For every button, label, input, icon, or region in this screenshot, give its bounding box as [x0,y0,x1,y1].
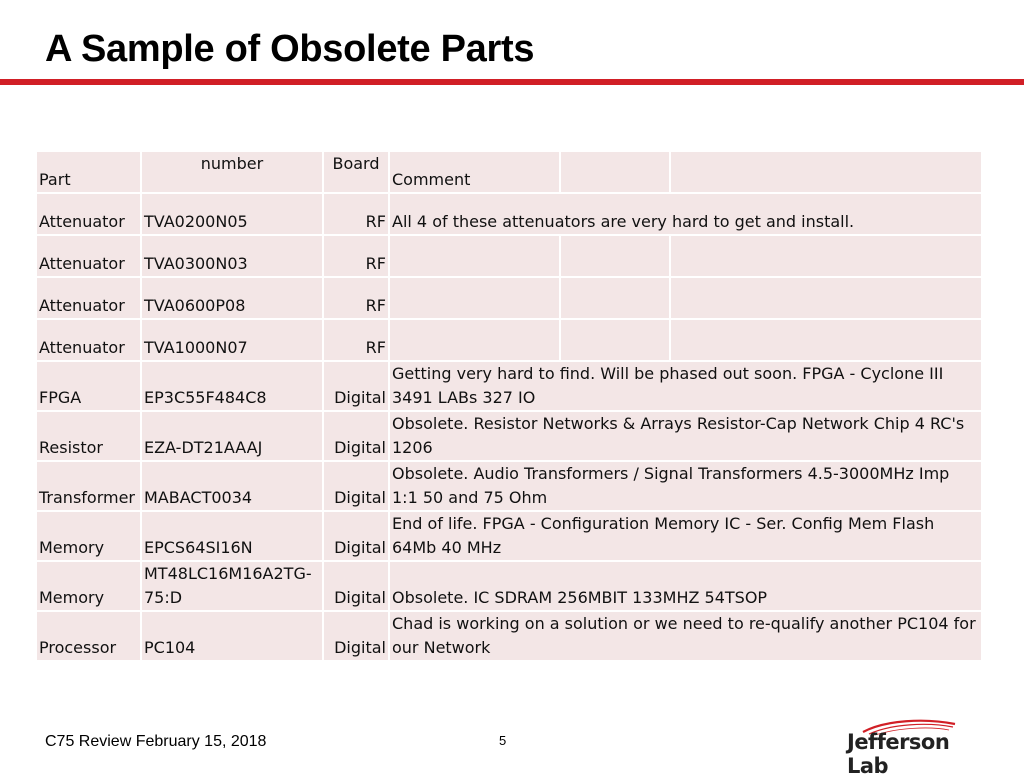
board-cell: RF [323,235,389,277]
comment-cell: All 4 of these attenuators are very hard to get and install. [389,193,982,235]
part-cell: Resistor [36,411,141,461]
header-part: Part [36,151,141,193]
part-cell: Attenuator [36,235,141,277]
comment-cell: Getting very hard to find. Will be phased out soon. FPGA - Cyclone III 3491 LABs 327 IO [389,361,982,411]
jefferson-lab-logo [845,718,990,778]
board-cell: Digital [323,461,389,511]
board-cell: RF [323,319,389,361]
part-cell: Memory [36,511,141,561]
part-cell: Attenuator [36,277,141,319]
table-row [36,235,982,277]
number-cell: EP3C55F484C8 [141,361,323,411]
comment-cell [389,277,560,319]
table-row [36,319,982,361]
comment-cell: Obsolete. Audio Transformers / Signal Transformers 4.5-3000MHz Imp 1:1 50 and 75 Ohm [389,461,982,511]
obsolete-parts-table [35,150,983,662]
empty-cell [560,235,670,277]
part-cell: Memory [36,561,141,611]
number-cell: TVA0600P08 [141,277,323,319]
comment-cell: Obsolete. IC SDRAM 256MBIT 133MHZ 54TSOP [389,561,982,611]
empty-cell [560,319,670,361]
page-number: 5 [499,733,507,748]
number-cell: TVA0200N05 [141,193,323,235]
table-row [36,611,982,661]
empty-cell [670,235,982,277]
part-cell: Processor [36,611,141,661]
table-row [36,511,982,561]
board-cell: RF [323,193,389,235]
board-cell: RF [323,277,389,319]
part-cell: Transformer [36,461,141,511]
number-cell: MT48LC16M16A2TG-75:D [141,561,323,611]
header-comment: Comment [389,151,560,193]
empty-cell [670,319,982,361]
table-row [36,361,982,411]
part-cell: FPGA [36,361,141,411]
header-board: Board [323,151,389,193]
comment-cell [389,319,560,361]
number-cell: TVA0300N03 [141,235,323,277]
logo-text: Jefferson Lab [847,730,950,778]
empty-cell [560,277,670,319]
table-row [36,561,982,611]
title-divider [0,79,1024,85]
number-cell: PC104 [141,611,323,661]
board-cell: Digital [323,361,389,411]
number-cell: MABACT0034 [141,461,323,511]
table-row [36,411,982,461]
slide-title: A Sample of Obsolete Parts [45,28,535,70]
number-cell: TVA1000N07 [141,319,323,361]
number-cell: EZA-DT21AAAJ [141,411,323,461]
empty-cell [670,277,982,319]
table-row [36,193,982,235]
comment-cell: End of life. FPGA - Configuration Memory IC - Ser. Config Mem Flash 64Mb 40 MHz [389,511,982,561]
table-row [36,461,982,511]
header-empty-cell [670,151,982,193]
board-cell: Digital [323,611,389,661]
comment-cell [389,235,560,277]
header-empty-cell [560,151,670,193]
part-cell: Attenuator [36,319,141,361]
board-cell: Digital [323,511,389,561]
table-header-row [36,151,982,193]
part-cell: Attenuator [36,193,141,235]
board-cell: Digital [323,561,389,611]
header-number: number [141,151,323,193]
number-cell: EPCS64SI16N [141,511,323,561]
table-row [36,277,982,319]
board-cell: Digital [323,411,389,461]
comment-cell: Obsolete. Resistor Networks & Arrays Resistor-Cap Network Chip 4 RC's 1206 [389,411,982,461]
footer-text: C75 Review February 15, 2018 [45,733,267,750]
comment-cell: Chad is working on a solution or we need to re-qualify another PC104 for our Network [389,611,982,661]
